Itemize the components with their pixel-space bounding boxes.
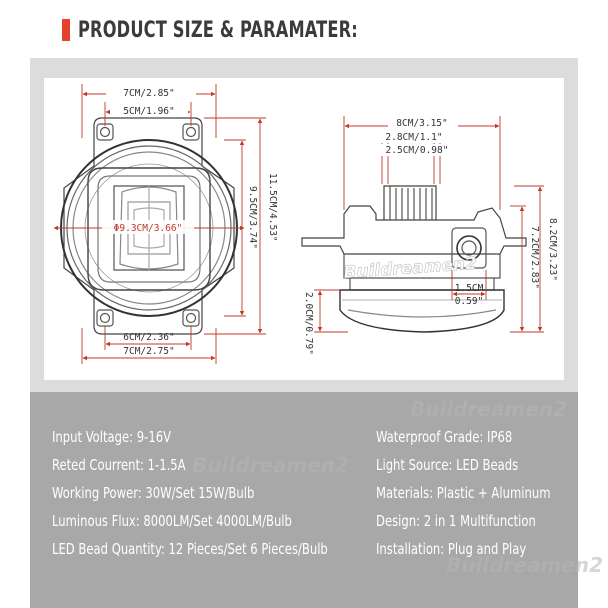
page-title: PRODUCT SIZE & PARAMATER: bbox=[78, 17, 358, 43]
spec-input-voltage: Input Voltage: 9-16V bbox=[52, 428, 172, 446]
specs-watermark-1: Buildreamen2 bbox=[192, 453, 349, 477]
side-top-outer-label: 8CM/3.15" bbox=[396, 118, 448, 129]
side-connector-label: 1.5CM bbox=[454, 283, 484, 294]
diagram-panel bbox=[44, 78, 564, 380]
front-bottom-inner-label: 6CM/2.36" bbox=[123, 332, 175, 343]
front-bottom-outer-label: 7CM/2.75" bbox=[123, 346, 175, 357]
spec-working-power: Working Power: 30W/Set 15W/Bulb bbox=[52, 484, 255, 502]
spec-waterproof-grade: Waterproof Grade: IP68 bbox=[376, 428, 513, 446]
spec-installation: Installation: Plug and Play bbox=[376, 540, 527, 558]
title-accent-bar bbox=[62, 19, 70, 41]
side-connector-inch-label: 0.59" bbox=[454, 296, 484, 307]
diagram-watermark: Buildreamen2 bbox=[342, 253, 478, 283]
side-top-inner-label: 2.5CM/0.98" bbox=[385, 145, 449, 156]
front-top-inner-label: 5CM/1.96" bbox=[123, 106, 175, 117]
specs-watermark-3: Buildreamen2 bbox=[446, 553, 603, 577]
dimension-drawing bbox=[44, 78, 564, 380]
spec-rated-current: Reted Courrent: 1-1.5A bbox=[52, 456, 186, 474]
specs-panel bbox=[30, 392, 603, 608]
side-right-outer-label: 8.2CM/3.23" bbox=[547, 218, 558, 281]
spec-luminous-flux: Luminous Flux: 8000LM/Set 4000LM/Bulb bbox=[52, 512, 292, 530]
spec-led-bead-quantity: LED Bead Quantity: 12 Pieces/Set 6 Pieces/Bulb bbox=[52, 540, 328, 558]
title-block bbox=[62, 14, 419, 46]
specs-watermark-2: Buildreamen2 bbox=[410, 397, 567, 421]
spec-light-source: Light Source: LED Beads bbox=[376, 456, 519, 474]
front-right-outer-label: 11.5CM/4.53" bbox=[267, 173, 278, 242]
front-diameter-label: Φ9.3CM/3.66" bbox=[113, 223, 183, 234]
spec-design: Design: 2 in 1 Multifunction bbox=[376, 512, 536, 530]
front-right-inner-label: 9.5CM/3.74" bbox=[247, 186, 258, 249]
side-lens-label: 2.0CM/0.79" bbox=[303, 292, 314, 355]
side-top-mid-label: 2.8CM/1.1" bbox=[385, 132, 443, 143]
side-dimension-labels bbox=[303, 118, 558, 355]
spec-materials: Materials: Plastic + Aluminum bbox=[376, 484, 551, 502]
front-top-outer-label: 7CM/2.85" bbox=[123, 88, 175, 99]
side-right-inner-label: 7.2CM/2.83" bbox=[529, 226, 540, 289]
